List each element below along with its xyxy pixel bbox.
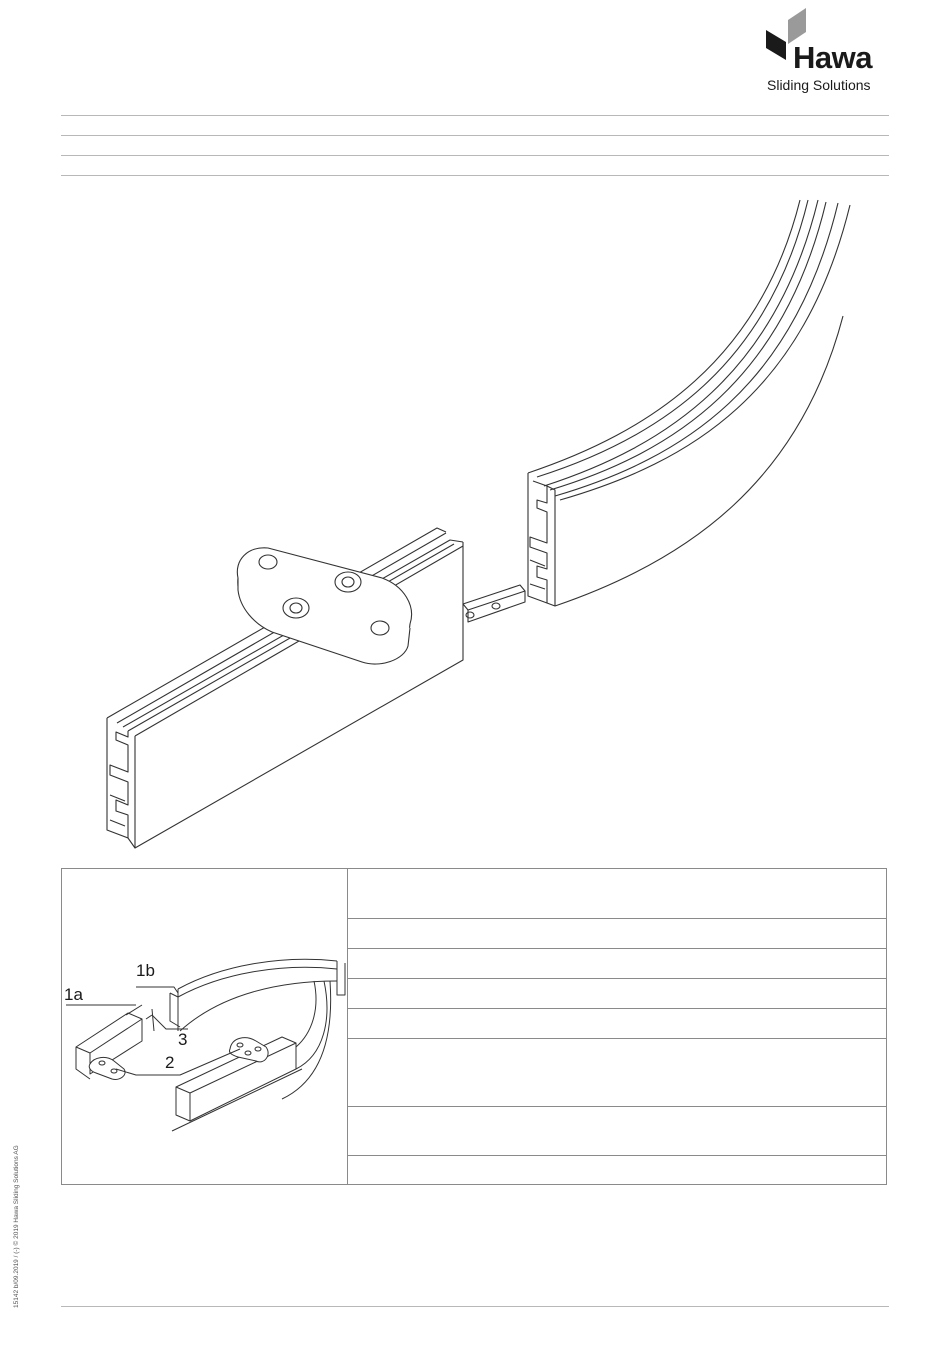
logo-tagline: Sliding Solutions	[767, 77, 871, 93]
table-row-divider	[348, 978, 886, 979]
detail-drawing	[62, 869, 348, 1184]
table-row-divider	[348, 1155, 886, 1156]
header-rule-2	[61, 135, 889, 136]
logo-wordmark: Hawa	[793, 40, 872, 75]
callout-1b: 1b	[136, 961, 155, 980]
document-reference: 15142 b/09.2019 / (-) © 2019 Hawa Sliding Solutions AG	[13, 1145, 20, 1308]
table-row-divider	[348, 1106, 886, 1107]
header-rule-1	[61, 115, 889, 116]
callout-2: 2	[165, 1053, 175, 1072]
curved-rail-section	[528, 200, 850, 606]
callout-1a: 1a	[64, 985, 83, 1004]
header-rule-4	[61, 175, 889, 176]
detail-inset	[62, 869, 348, 1184]
callout-3: 3	[178, 1030, 188, 1049]
header-rule-3	[61, 155, 889, 156]
footer-rule	[61, 1306, 889, 1307]
rail-connection-drawing	[0, 180, 950, 860]
table-row-divider	[348, 948, 886, 949]
parts-table	[61, 868, 887, 1185]
hawa-logo	[760, 8, 900, 98]
table-row-divider	[348, 918, 886, 919]
table-row-divider	[348, 1008, 886, 1009]
connector-strip	[463, 585, 525, 622]
table-row-divider	[348, 1038, 886, 1039]
